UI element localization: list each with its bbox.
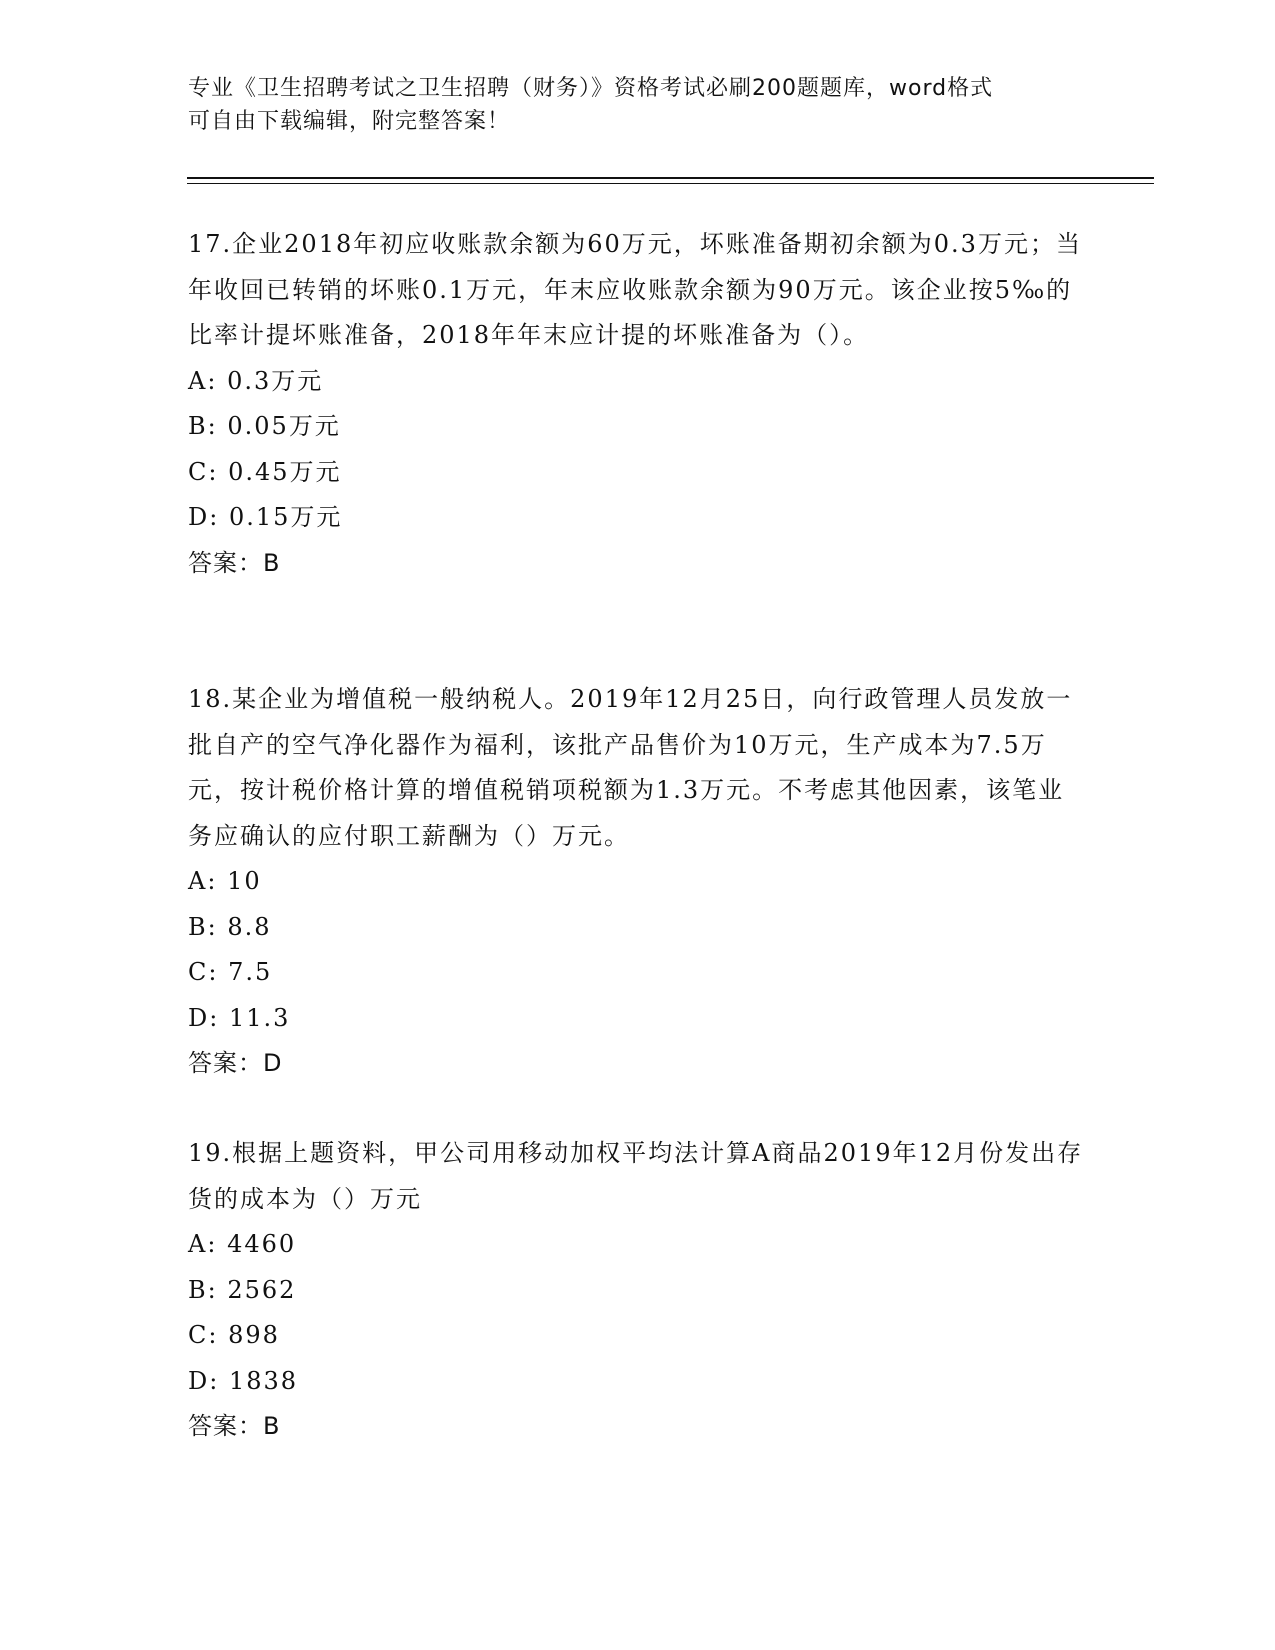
option-text: 2562 — [227, 1275, 297, 1304]
document-header — [188, 72, 1088, 138]
option-d — [188, 495, 1088, 541]
answer-line — [188, 1041, 1088, 1087]
answer-label: 答案： — [188, 1412, 263, 1440]
option-letter: C: — [188, 1321, 219, 1349]
option-a — [188, 359, 1088, 405]
option-text: 0.3万元 — [227, 366, 324, 395]
header-divider-thin — [187, 183, 1154, 184]
option-text: 0.05万元 — [227, 412, 341, 440]
option-letter: D: — [188, 1003, 220, 1032]
header-line-1: 专业《卫生招聘考试之卫生招聘（财务）》资格考试必刷200题题库，word格式 — [188, 76, 994, 101]
option-c — [188, 950, 1088, 996]
answer-line — [188, 541, 1088, 587]
option-letter: D: — [188, 1366, 220, 1395]
option-b — [188, 404, 1088, 450]
answer-label: 答案： — [188, 548, 263, 577]
option-letter: D: — [188, 503, 220, 531]
option-b — [188, 1268, 1088, 1314]
option-text: 1838 — [228, 1366, 299, 1395]
option-d — [188, 996, 1088, 1042]
option-text: 0.45万元 — [228, 457, 342, 486]
option-text: 11.3 — [228, 1003, 291, 1032]
option-letter: A: — [188, 1230, 218, 1258]
option-text: 0.15万元 — [228, 503, 343, 531]
header-divider-thick — [187, 177, 1154, 179]
option-b — [188, 905, 1088, 951]
option-text: 8.8 — [227, 912, 272, 941]
answer-value: B — [263, 1412, 280, 1440]
option-a — [188, 859, 1088, 905]
answer-value: B — [263, 548, 280, 577]
question-18 — [188, 677, 1088, 1087]
option-text: 4460 — [227, 1230, 297, 1258]
option-letter: B: — [188, 1275, 218, 1304]
option-d — [188, 1359, 1088, 1405]
option-letter: B: — [188, 412, 218, 440]
option-text: 7.5 — [228, 958, 273, 986]
question-17 — [188, 222, 1088, 586]
option-text: 898 — [228, 1321, 280, 1349]
option-c — [188, 1313, 1088, 1359]
answer-label: 答案： — [188, 1049, 263, 1077]
question-stem: 18.某企业为增值税一般纳税人。2019年12月25日，向行政管理人员发放一批自产的空气净化器作为福利，该批产品售价为10万元，生产成本为7.5万元，按计税价格计算的增值税销项税额为1.3万元。不考虑其他因素，该笔业务应确认的应付职工薪酬为（）万元。 — [188, 685, 1073, 850]
header-line-2: 可自由下载编辑，附完整答案！ — [188, 109, 511, 134]
answer-line — [188, 1404, 1088, 1450]
option-a — [188, 1222, 1088, 1268]
option-letter: C: — [188, 457, 219, 486]
question-stem: 17.企业2018年初应收账款余额为60万元，坏账准备期初余额为0.3万元；当年收回已转销的坏账0.1万元，年末应收账款余额为90万元。该企业按5‰的比率计提坏账准备，2018年年末应计提的坏账准备为（）。 — [188, 230, 1082, 349]
option-letter: B: — [188, 912, 218, 941]
option-text: 10 — [227, 867, 262, 895]
option-c — [188, 450, 1088, 496]
answer-value: D — [263, 1049, 282, 1077]
question-stem: 19.根据上题资料，甲公司用移动加权平均法计算A商品2019年12月份发出存货的成本为（）万元 — [188, 1139, 1084, 1213]
option-letter: C: — [188, 958, 219, 986]
option-letter: A: — [188, 867, 218, 895]
question-19 — [188, 1131, 1088, 1450]
option-letter: A: — [188, 366, 218, 395]
